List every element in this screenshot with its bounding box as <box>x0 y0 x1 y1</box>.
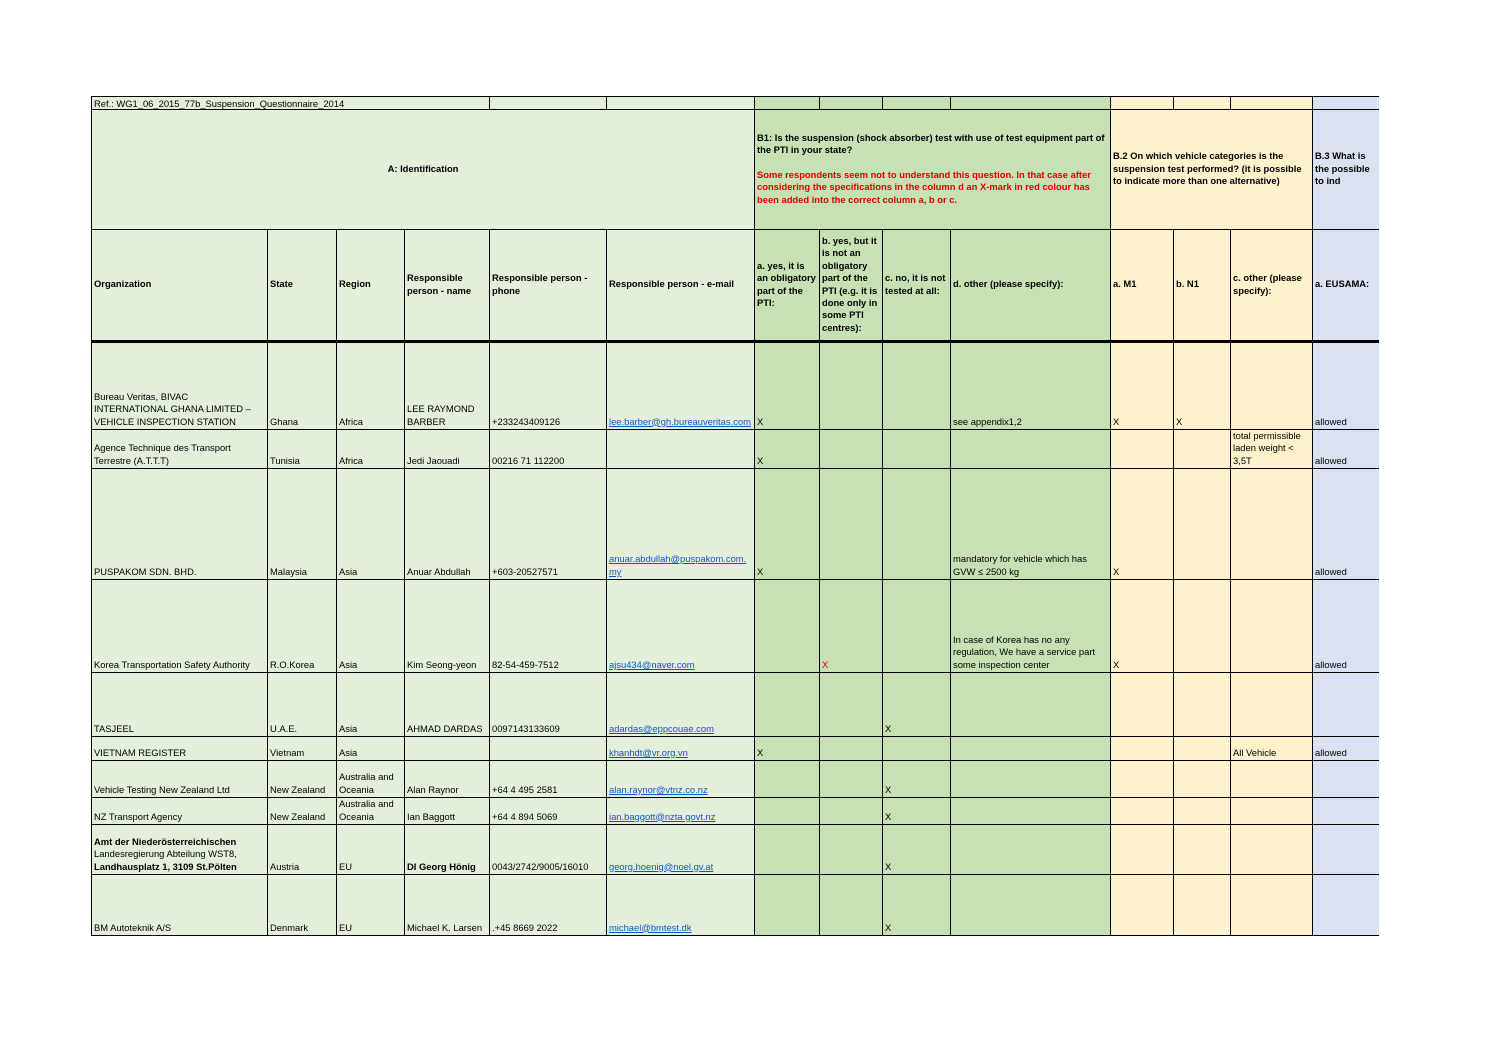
b1b-cell <box>820 798 883 825</box>
phone-cell: 00216 71 112200 <box>490 430 607 469</box>
section-b3: B.3 What is the possible to ind <box>1313 110 1380 230</box>
b2a-cell <box>1111 825 1174 875</box>
organization-cell: Vehicle Testing New Zealand Ltd <box>92 761 268 798</box>
b2b-cell <box>1174 580 1231 673</box>
b2a-cell: X <box>1111 580 1174 673</box>
b3a-cell <box>1313 673 1380 737</box>
email-link[interactable]: georg.hoenig@noel.gv.at <box>609 860 714 872</box>
ref-label: Ref.: WG1_06_2015_77b_Suspension_Questionnaire_2014 <box>92 97 490 110</box>
b1d-cell <box>951 761 1111 798</box>
org-line: Landesregierung Abteilung WST8, <box>94 848 237 860</box>
region-cell: Asia <box>337 673 405 737</box>
email-cell <box>607 737 755 761</box>
col-b1c: c. no, it is not tested at all: <box>883 230 951 342</box>
state-cell: Austria <box>268 825 337 875</box>
region-cell: Asia <box>337 737 405 761</box>
col-b2b: b. N1 <box>1174 230 1231 342</box>
col-person-email: Responsible person - e-mail <box>607 230 755 342</box>
person-name-cell: Jedi Jaouadi <box>405 430 490 469</box>
table-row <box>92 580 1380 673</box>
b2c-cell <box>1231 673 1313 737</box>
b2b-cell <box>1174 469 1231 580</box>
org-line: INTERNATIONAL GHANA LIMITED – <box>94 403 251 415</box>
b1b-cell <box>820 469 883 580</box>
region-cell: Asia <box>337 469 405 580</box>
email-cell <box>607 342 755 430</box>
organization-cell <box>92 430 268 469</box>
b2a-cell <box>1111 798 1174 825</box>
section-header-row <box>92 110 1380 230</box>
b2a-cell: X <box>1111 469 1174 580</box>
region-cell: Asia <box>337 580 405 673</box>
b1b-cell <box>820 761 883 798</box>
questionnaire-sheet <box>91 96 1379 936</box>
state-cell: New Zealand <box>268 761 337 798</box>
state-cell: Malaysia <box>268 469 337 580</box>
email-cell <box>607 430 755 469</box>
person-name-cell: DI Georg Hönig <box>405 825 490 875</box>
b1c-cell: X <box>883 761 951 798</box>
person-name-cell: Ian Baggott <box>405 798 490 825</box>
state-cell: Vietnam <box>268 737 337 761</box>
col-b1a: a. yes, it is an obligatory part of the PTI: <box>755 230 820 342</box>
b2a-cell <box>1111 673 1174 737</box>
region-cell: Africa <box>337 430 405 469</box>
b2c-cell <box>1231 342 1313 430</box>
b1c-cell <box>883 342 951 430</box>
organization-cell: NZ Transport Agency <box>92 798 268 825</box>
col-region: Region <box>337 230 405 342</box>
b1c-cell: X <box>883 825 951 875</box>
b1b-cell <box>820 430 883 469</box>
organization-cell <box>92 342 268 430</box>
b1-note: Some respondents seem not to understand this question. In that case after considering the specifications in the column d an X-mark in red colour has been added into the correct column a, b or c. <box>757 168 1091 205</box>
person-name-cell <box>405 737 490 761</box>
email-link[interactable]: lee.barber@gh.bureauveritas.com <box>609 415 751 427</box>
b1a-cell <box>755 798 820 825</box>
b1a-cell: X <box>755 469 820 580</box>
email-cell <box>607 580 755 673</box>
state-cell: R.O.Korea <box>268 580 337 673</box>
organization-cell: Korea Transportation Safety Authority <box>92 580 268 673</box>
table-row <box>92 875 1380 936</box>
state-cell: Ghana <box>268 342 337 430</box>
b3a-cell: allowed <box>1313 430 1380 469</box>
b1b-cell <box>820 875 883 936</box>
b2c-cell: All Vehicle <box>1231 737 1313 761</box>
b1a-cell <box>755 875 820 936</box>
b2c-cell <box>1231 580 1313 673</box>
b1d-cell <box>951 673 1111 737</box>
b2b-cell <box>1174 761 1231 798</box>
region-cell: Australia and Oceania <box>337 761 405 798</box>
email-cell <box>607 825 755 875</box>
b1a-cell <box>755 673 820 737</box>
person-name-cell: LEE RAYMOND BARBER <box>405 342 490 430</box>
organization-cell: PUSPAKOM SDN. BHD. <box>92 469 268 580</box>
b2a-cell <box>1111 430 1174 469</box>
b1a-cell: X <box>755 430 820 469</box>
org-line: Amt der Niederösterreichischen <box>94 835 237 847</box>
org-line: Landhausplatz 1, 3109 St.Pölten <box>94 860 237 872</box>
b2b-cell <box>1174 875 1231 936</box>
state-cell: Denmark <box>268 875 337 936</box>
b2c-cell <box>1231 798 1313 825</box>
phone-cell: 82-54-459-7512 <box>490 580 607 673</box>
b3a-cell: allowed <box>1313 737 1380 761</box>
email-link[interactable]: ajsu434@naver.com <box>609 658 695 670</box>
b2b-cell <box>1174 673 1231 737</box>
person-name-cell: Michael K. Larsen <box>405 875 490 936</box>
col-organization: Organization <box>92 230 268 342</box>
phone-cell: +64 4 894 5069 <box>490 798 607 825</box>
b1a-cell <box>755 761 820 798</box>
b2c-cell <box>1231 875 1313 936</box>
table-row <box>92 798 1380 825</box>
b1c-cell: X <box>883 673 951 737</box>
state-cell: New Zealand <box>268 798 337 825</box>
email-link[interactable]: anuar.abdullah@puspakom.com.my <box>609 553 747 577</box>
section-b1 <box>755 110 1111 230</box>
col-b2c: c. other (please specify): <box>1231 230 1313 342</box>
phone-cell: +603-20527571 <box>490 469 607 580</box>
b2a-cell <box>1111 875 1174 936</box>
email-link[interactable]: michael@bmtest.dk <box>609 921 692 933</box>
b3a-cell <box>1313 761 1380 798</box>
table-row <box>92 430 1380 469</box>
b1b-cell: X <box>820 580 883 673</box>
state-cell: Tunisia <box>268 430 337 469</box>
b1d-cell: mandatory for vehicle which has GVW ≤ 2500 kg <box>951 469 1111 580</box>
table-row <box>92 342 1380 430</box>
email-link[interactable]: khanhdt@vr.org.vn <box>609 746 688 758</box>
b1b-cell <box>820 737 883 761</box>
section-b2: B.2 On which vehicle categories is the suspension test performed? (it is possible to indicate more than one alternative) <box>1111 110 1313 230</box>
b2c-cell <box>1231 761 1313 798</box>
b2c-cell <box>1231 469 1313 580</box>
email-link[interactable]: adardas@eppcouae.com <box>609 722 714 734</box>
b1a-cell <box>755 580 820 673</box>
col-b1b: b. yes, but it is not an obligatory part of the PTI (e.g. it is done only in some PTI centres): <box>820 230 883 342</box>
phone-cell: 0097143133609 <box>490 673 607 737</box>
b2a-cell <box>1111 761 1174 798</box>
col-person-name: Responsible person - name <box>405 230 490 342</box>
region-cell: EU <box>337 875 405 936</box>
region-cell: Africa <box>337 342 405 430</box>
phone-cell: .+45 8669 2022 <box>490 875 607 936</box>
email-link[interactable]: alan.raynor@vtnz.co.nz <box>609 783 708 795</box>
b3a-cell: allowed <box>1313 580 1380 673</box>
b2b-cell <box>1174 430 1231 469</box>
b1d-cell <box>951 825 1111 875</box>
organization-cell: TASJEEL <box>92 673 268 737</box>
email-link[interactable]: ian.baggott@nzta.govt.nz <box>609 810 716 822</box>
b3a-cell <box>1313 825 1380 875</box>
column-header-row <box>92 230 1380 342</box>
phone-cell: +64 4 495 2581 <box>490 761 607 798</box>
b3a-cell <box>1313 798 1380 825</box>
email-cell <box>607 469 755 580</box>
person-name-cell: Kim Seong-yeon <box>405 580 490 673</box>
b1c-cell: X <box>883 875 951 936</box>
email-cell <box>607 875 755 936</box>
b2b-cell <box>1174 825 1231 875</box>
email-cell <box>607 761 755 798</box>
b2b-cell: X <box>1174 342 1231 430</box>
org-line: Terrestre (A.T.T.T) <box>94 454 169 466</box>
b3a-cell <box>1313 875 1380 936</box>
ref-row <box>92 97 1380 110</box>
b1b-cell <box>820 342 883 430</box>
phone-cell: 0043/2742/9005/16010 <box>490 825 607 875</box>
email-cell <box>607 798 755 825</box>
b1c-cell <box>883 469 951 580</box>
organization-cell: VIETNAM REGISTER <box>92 737 268 761</box>
org-line: Bureau Veritas, BIVAC <box>94 390 189 402</box>
b2b-cell <box>1174 737 1231 761</box>
b2b-cell <box>1174 798 1231 825</box>
col-person-phone: Responsible person - phone <box>490 230 607 342</box>
b1b-cell <box>820 825 883 875</box>
b3a-cell: allowed <box>1313 342 1380 430</box>
table-row <box>92 825 1380 875</box>
b1d-cell: see appendix1,2 <box>951 342 1111 430</box>
b1a-cell <box>755 825 820 875</box>
b1c-cell: X <box>883 798 951 825</box>
b1d-cell <box>951 798 1111 825</box>
b1b-cell <box>820 673 883 737</box>
org-line: VEHICLE INSPECTION STATION <box>94 415 236 427</box>
b1d-cell <box>951 430 1111 469</box>
phone-cell: +233243409126 <box>490 342 607 430</box>
b2a-cell: X <box>1111 342 1174 430</box>
b3a-cell: allowed <box>1313 469 1380 580</box>
b1-question: B1: Is the suspension (shock absorber) test with use of test equipment part of the PTI in your state? <box>757 131 1105 156</box>
b1d-cell <box>951 737 1111 761</box>
b2c-cell <box>1231 825 1313 875</box>
organization-cell: BM Autoteknik A/S <box>92 875 268 936</box>
person-name-cell: AHMAD DARDAS <box>405 673 490 737</box>
col-state: State <box>268 230 337 342</box>
b2c-cell: total permissible laden weight < 3,5T <box>1231 430 1313 469</box>
b1a-cell: X <box>755 737 820 761</box>
b1c-cell <box>883 737 951 761</box>
questionnaire-table <box>91 96 1379 936</box>
b1a-cell: X <box>755 342 820 430</box>
b2a-cell <box>1111 737 1174 761</box>
b1d-cell <box>951 875 1111 936</box>
table-row <box>92 737 1380 761</box>
col-b3a: a. EUSAMA: <box>1313 230 1380 342</box>
table-row <box>92 673 1380 737</box>
phone-cell <box>490 737 607 761</box>
organization-cell <box>92 825 268 875</box>
b1c-cell <box>883 580 951 673</box>
b1d-cell: In case of Korea has no any regulation, We have a service part some inspection center <box>951 580 1111 673</box>
person-name-cell: Anuar Abdullah <box>405 469 490 580</box>
state-cell: U.A.E. <box>268 673 337 737</box>
table-row <box>92 469 1380 580</box>
b1c-cell <box>883 430 951 469</box>
table-row <box>92 761 1380 798</box>
region-cell: EU <box>337 825 405 875</box>
section-a-title: A: Identification <box>92 110 755 230</box>
email-cell <box>607 673 755 737</box>
person-name-cell: Alan Raynor <box>405 761 490 798</box>
col-b2a: a. M1 <box>1111 230 1174 342</box>
region-cell: Australia and Oceania <box>337 798 405 825</box>
org-line: Agence Technique des Transport <box>94 442 231 454</box>
col-b1d: d. other (please specify): <box>951 230 1111 342</box>
